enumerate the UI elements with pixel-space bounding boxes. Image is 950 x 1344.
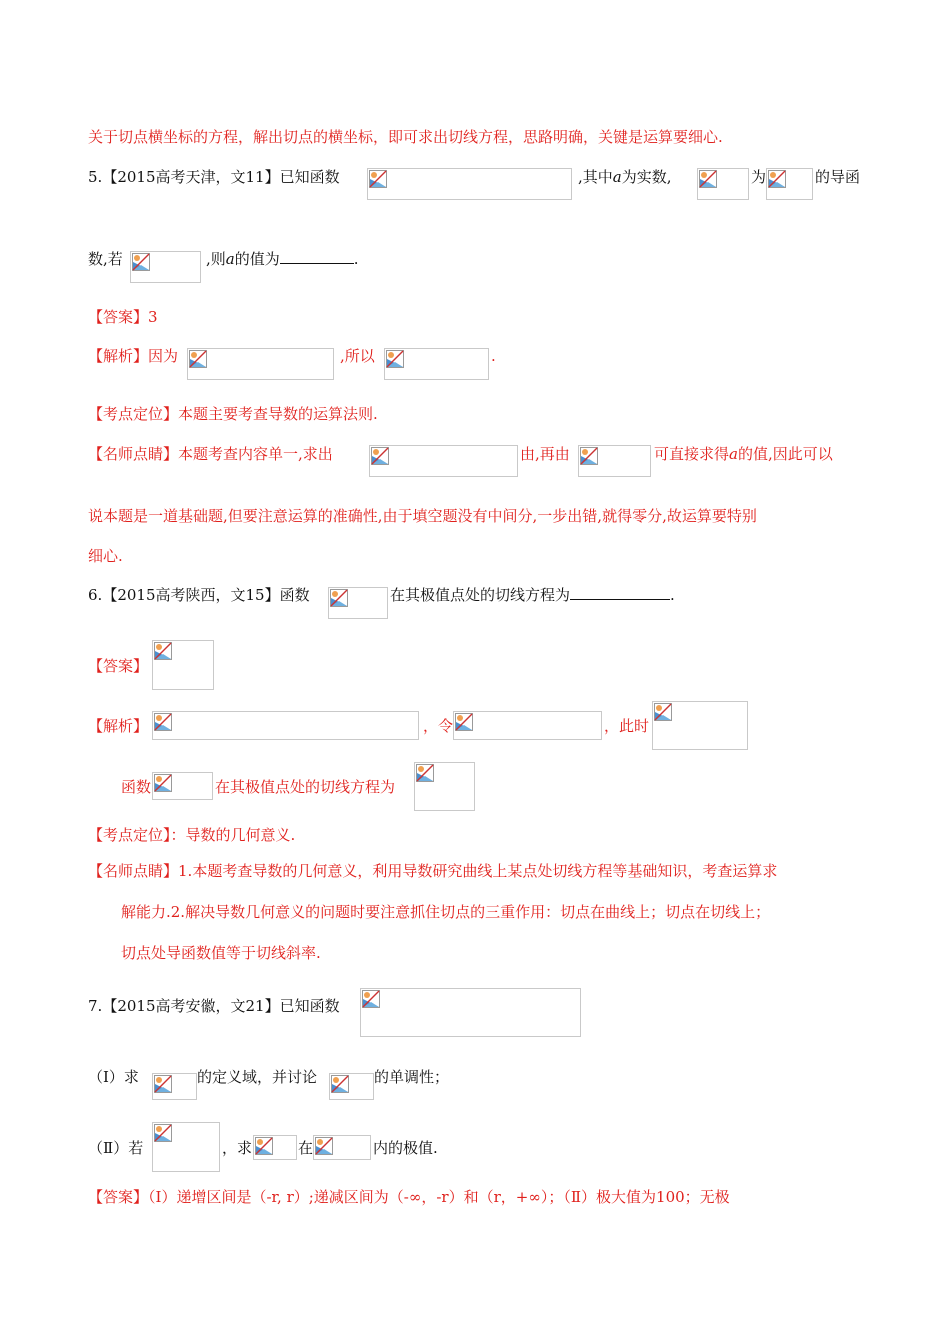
broken-image-icon [580,447,598,465]
analysis-text: . [491,347,496,365]
formula-image [453,711,602,740]
formula-image [152,640,214,690]
kaodian-line [88,403,378,425]
formula-image [152,1122,220,1172]
q5-line1-b [578,166,672,188]
analysis-text: 在其极值点处的切线方程为 [215,778,396,796]
formula-image [369,445,518,477]
answer-blank [280,249,354,264]
q5-text: ,其中 [578,168,613,186]
broken-image-icon [369,170,387,188]
analysis-label: 【解析】 [88,347,149,365]
q7-text: 已知函数 [279,997,340,1015]
formula-image [384,348,489,380]
broken-image-icon [154,713,172,731]
kaodian-text: 本题主要考查导数的运算法则. [178,405,378,423]
kaodian-line [88,824,295,846]
analysis-text: ，令 [423,717,454,735]
broken-image-icon [386,350,404,368]
formula-image [766,168,813,200]
q5-text: 为 [751,168,767,186]
analysis-text: ,所以 [340,347,375,365]
mingshi-text: 由,再由 [520,445,570,463]
q7-source: 【2015高考安徽，文21】 [102,997,280,1015]
broken-image-icon [654,703,672,721]
answer-tag: 【答案】 [88,308,149,326]
answer-blank [570,585,670,600]
formula-image [130,251,201,283]
mingshi-line3: 细心. [88,547,123,565]
q6-source: 【2015高考陕西，文15】 [102,586,280,604]
q7-part1: 的定义域，并讨论 [197,1068,318,1086]
mingshi-text: 的值,因此可以 [737,445,833,463]
q5-text: 已知函数 [279,168,340,186]
q7-part2: （Ⅱ）若 [88,1139,144,1157]
q5-text: ,则 [206,250,226,268]
mingshi-line1 [88,443,333,465]
formula-image [187,348,334,380]
q5-line1 [88,166,340,188]
q5-var: a [225,250,235,268]
intro-text: 关于切点横坐标的方程，解出切点的横坐标，即可求出切线方程，思路明确，关键是运算要细心. [88,128,723,146]
broken-image-icon [154,1075,172,1093]
broken-image-icon [132,253,150,271]
answer-tag: 【答案】 [88,1188,149,1206]
formula-image [367,168,572,200]
q6-line-b [390,584,675,606]
broken-image-icon [455,713,473,731]
q5-text: 为实数, [621,168,672,186]
q7-part1: 的单调性； [374,1068,450,1086]
broken-image-icon [768,170,786,188]
q5-var: a [612,168,622,186]
q5-text: 数,若 [88,250,123,268]
q6-text: 函数 [279,586,310,604]
mingshi-line3: 切点处导函数值等于切线斜率. [121,944,321,962]
q5-line2-b [206,248,359,270]
broken-image-icon [154,642,172,660]
broken-image-icon [330,589,348,607]
answer-line [88,306,158,328]
answer-tag: 【答案】 [88,657,149,675]
formula-image [328,587,388,619]
formula-image [652,701,748,750]
broken-image-icon [371,447,389,465]
mingshi-text: 1.本题考查导数的几何意义，利用导数研究曲线上某点处切线方程等基础知识，考查运算求 [178,862,778,880]
broken-image-icon [189,350,207,368]
formula-image [152,772,213,800]
q5-end: . [353,250,359,268]
formula-image [152,711,419,740]
mingshi-line2: 解能力.2.解决导数几何意义的问题时要注意抓住切点的三重作用：切点在曲线上；切点在切线上； [121,903,771,921]
broken-image-icon [331,1075,349,1093]
kaodian-tag: 【考点定位】 [88,405,179,423]
broken-image-icon [416,764,434,782]
broken-image-icon [154,1124,172,1142]
mingshi-tag: 【名师点睛】 [88,862,179,880]
broken-image-icon [154,774,172,792]
formula-image [329,1073,374,1100]
q7-part2: 在 [298,1139,314,1157]
broken-image-icon [255,1137,273,1155]
kaodian-text: ：导数的几何意义. [170,826,296,844]
q7-part2: 内的极值. [373,1139,438,1157]
analysis-text: 因为 [148,347,179,365]
q7-part1: （Ⅰ）求 [88,1068,139,1086]
mingshi-line1-b [654,443,833,465]
q7-part2: ，求 [222,1139,253,1157]
formula-image [152,1073,197,1100]
q5-number: 5. [88,168,103,186]
mingshi-var: a [729,445,738,463]
formula-image [253,1135,297,1160]
q6-line [88,584,310,606]
q6-number: 6. [88,586,103,604]
q7-number: 7. [88,997,103,1015]
answer-text: （Ⅰ）递增区间是（-r, r）;递减区间为（-∞，-r）和（r，+∞）；（Ⅱ）极大值为100；无极 [148,1188,730,1206]
answer-value: 3 [148,308,158,326]
analysis-tag [88,345,178,367]
broken-image-icon [315,1137,333,1155]
q5-source: 【2015高考天津，文11】 [102,168,280,186]
q5-text: 的值为 [234,250,280,268]
analysis-text: 函数 [121,778,152,796]
q6-end: . [670,586,675,604]
mingshi-text: 可直接求得 [654,445,730,463]
mingshi-tag: 【名师点睛】 [88,445,179,463]
kaodian-tag: 【考点定位】 [88,826,171,844]
formula-image [578,445,651,477]
analysis-text: ，此时 [604,717,650,735]
answer-line [88,1186,730,1208]
broken-image-icon [362,990,380,1008]
mingshi-line2: 说本题是一道基础题,但要注意运算的准确性,由于填空题没有中间分,一步出错,就得零分,故运算要特别 [88,507,757,525]
formula-image [313,1135,371,1160]
q6-text: 在其极值点处的切线方程为 [390,586,571,604]
analysis-tag: 【解析】 [88,717,149,735]
mingshi-text: 本题考查内容单一,求出 [178,445,333,463]
q5-text: 的导函 [815,168,861,186]
q7-line [88,995,340,1017]
formula-image [414,762,475,811]
formula-image [697,168,749,200]
mingshi-line1 [88,860,777,882]
formula-image [360,988,581,1037]
broken-image-icon [699,170,717,188]
